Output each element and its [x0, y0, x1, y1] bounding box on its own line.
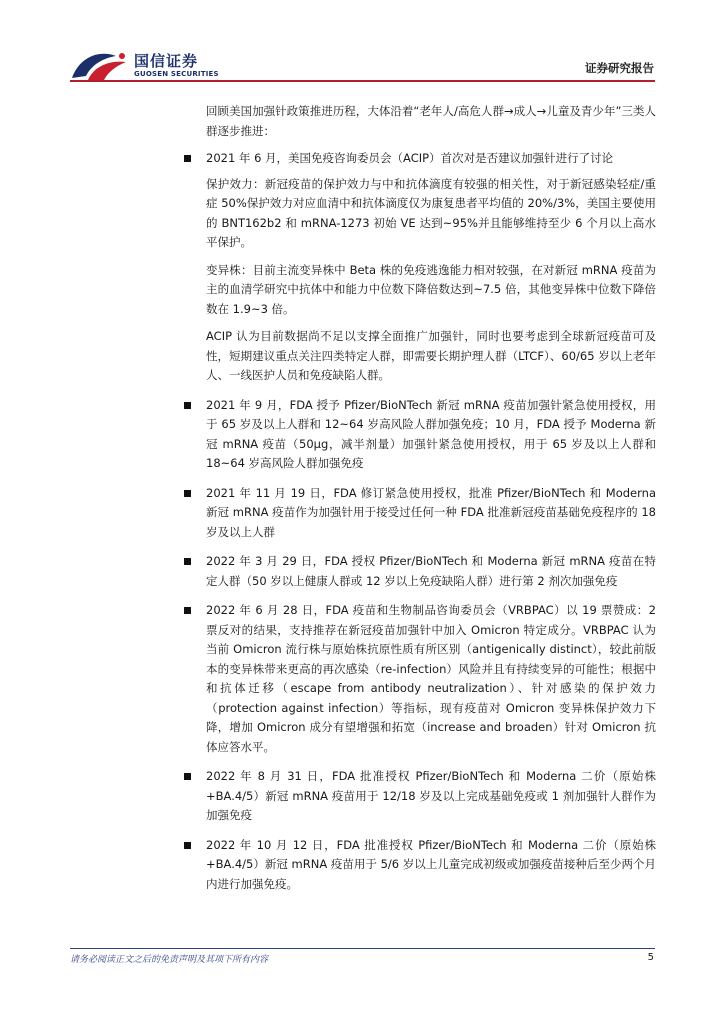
sub-paragraph: 变异株：目前主流变异株中 Beta 株的免疫逃逸能力相对较强，在对新冠 mRNA 疫苗为主的血清学研究中抗体中和能力中位数下降倍数达到~7.5 倍，其他变异株中位数下降倍数在 1.9~3 倍。: [206, 262, 656, 316]
bullet-square-icon: [184, 842, 191, 849]
intro-paragraph: 回顾美国加强针政策推进历程，大体沿着“老年人/高危人群→成人→儿童及青少年”三类人群逐步推进：: [206, 104, 656, 138]
guosen-logo: [70, 48, 219, 84]
main-content: [206, 102, 656, 904]
list-item: [206, 767, 656, 826]
bullet-square-icon: [184, 490, 191, 497]
sub-paragraph: 保护效力：新冠疫苗的保护效力与中和抗体滴度有较强的相关性，对于新冠感染轻症/重症 50%保护效力对应血清中和抗体滴度仅为康复患者平均值的 20%/3%，美国主要使用的 BNT162b2 和 mRNA-1273 初始 VE 达到~95%并且能够维持至少 6 个月以上高水平保护。: [206, 176, 656, 249]
logo-mark-icon: [70, 48, 130, 84]
list-item: [206, 552, 656, 591]
logo-english-name: GUOSEN SECURITIES: [134, 70, 219, 78]
footer-divider: [70, 948, 655, 949]
bullet-square-icon: [184, 558, 191, 565]
list-item-text: 2022 年 6 月 28 日，FDA 疫苗和生物制品咨询委员会（VRBPAC）以 19 票赞成：2 票反对的结果，支持推荐在新冠疫苗加强针中加入 Omicron 特定成分。VRBPAC 认为当前 Omicron 流行株与原始株抗原性质有所区别（antigenically distinct），较此前版本的变异株带来更高的再次感染（re-infection）风险并且有持续变异的可能性；根据中和抗体迁移（escape from antibody neutralization）、针对感染的保护效力（protection against infection）等指标，现有疫苗对 Omicron 变异株保护效力下降，增加 Omicron 成分有望增强和拓宽（increase and broaden）针对 Omicron 抗体应答水平。: [206, 603, 656, 754]
list-item: [206, 396, 656, 474]
report-type-label: 证券研究报告: [585, 61, 654, 75]
page-header: [0, 0, 724, 88]
list-item: [206, 601, 656, 757]
bullet-square-icon: [184, 155, 191, 162]
page-number: 5: [647, 952, 654, 963]
list-item-text: 2021 年 11 月 19 日，FDA 修订紧急使用授权，批准 Pfizer/BioNTech 和 Moderna 新冠 mRNA 疫苗作为加强针用于接受过任何一种 FDA 批准新冠疫苗基础免疫程序的 18 岁及以上人群: [206, 485, 656, 539]
logo-chinese-name: 国信证券: [134, 52, 199, 70]
sub-paragraph: ACIP 认为目前数据尚不足以支撑全面推广加强针，同时也要考虑到全球新冠疫苗可及性，短期建议重点关注四类特定人群，即需要长期护理人群（LTCF）、60/65 岁以上老年人、一线医护人员和免疫缺陷人群。: [206, 329, 656, 382]
list-item-text: 2022 年 8 月 31 日，FDA 批准授权 Pfizer/BioNTech 和 Moderna 二价（原始株+BA.4/5）新冠 mRNA 疫苗用于 12/18 岁及以上完成基础免疫或 1 剂加强针人群作为加强免疫: [206, 769, 656, 822]
list-item-text: 2021 年 6 月，美国免疫咨询委员会（ACIP）首次对是否建议加强针进行了讨论: [206, 151, 614, 165]
list-item: [206, 149, 656, 386]
header-divider: [70, 80, 655, 82]
list-item: [206, 484, 656, 543]
bullet-square-icon: [184, 402, 191, 409]
bullet-square-icon: [184, 773, 191, 780]
bullet-square-icon: [184, 607, 191, 614]
list-item-text: 2021 年 9 月，FDA 授予 Pfizer/BioNTech 新冠 mRNA 疫苗加强针紧急使用授权，用于 65 岁及以上人群和 12~64 岁高风险人群加强免疫；10 月，FDA 授予 Moderna 新冠 mRNA 疫苗（50μg，减半剂量）加强针紧急使用授权，用于 65 岁及以上人群和 18~64 岁高风险人群加强免疫: [206, 397, 656, 470]
list-item-text: 2022 年 3 月 29 日，FDA 授权 Pfizer/BioNTech 和 Moderna 新冠 mRNA 疫苗在特定人群（50 岁以上健康人群或 12 岁以上免疫缺陷人群）进行第 2 剂次加强免疫: [206, 554, 656, 588]
list-item: [206, 836, 656, 895]
list-item-text: 2022 年 10 月 12 日，FDA 批准授权 Pfizer/BioNTech 和 Moderna 二价（原始株+BA.4/5）新冠 mRNA 疫苗用于 5/6 岁以上儿童完成初级或加强疫苗接种后至少两个月内进行加强免疫。: [206, 837, 656, 891]
footer-disclaimer: 请务必阅读正文之后的免责声明及其项下所有内容: [70, 955, 269, 965]
